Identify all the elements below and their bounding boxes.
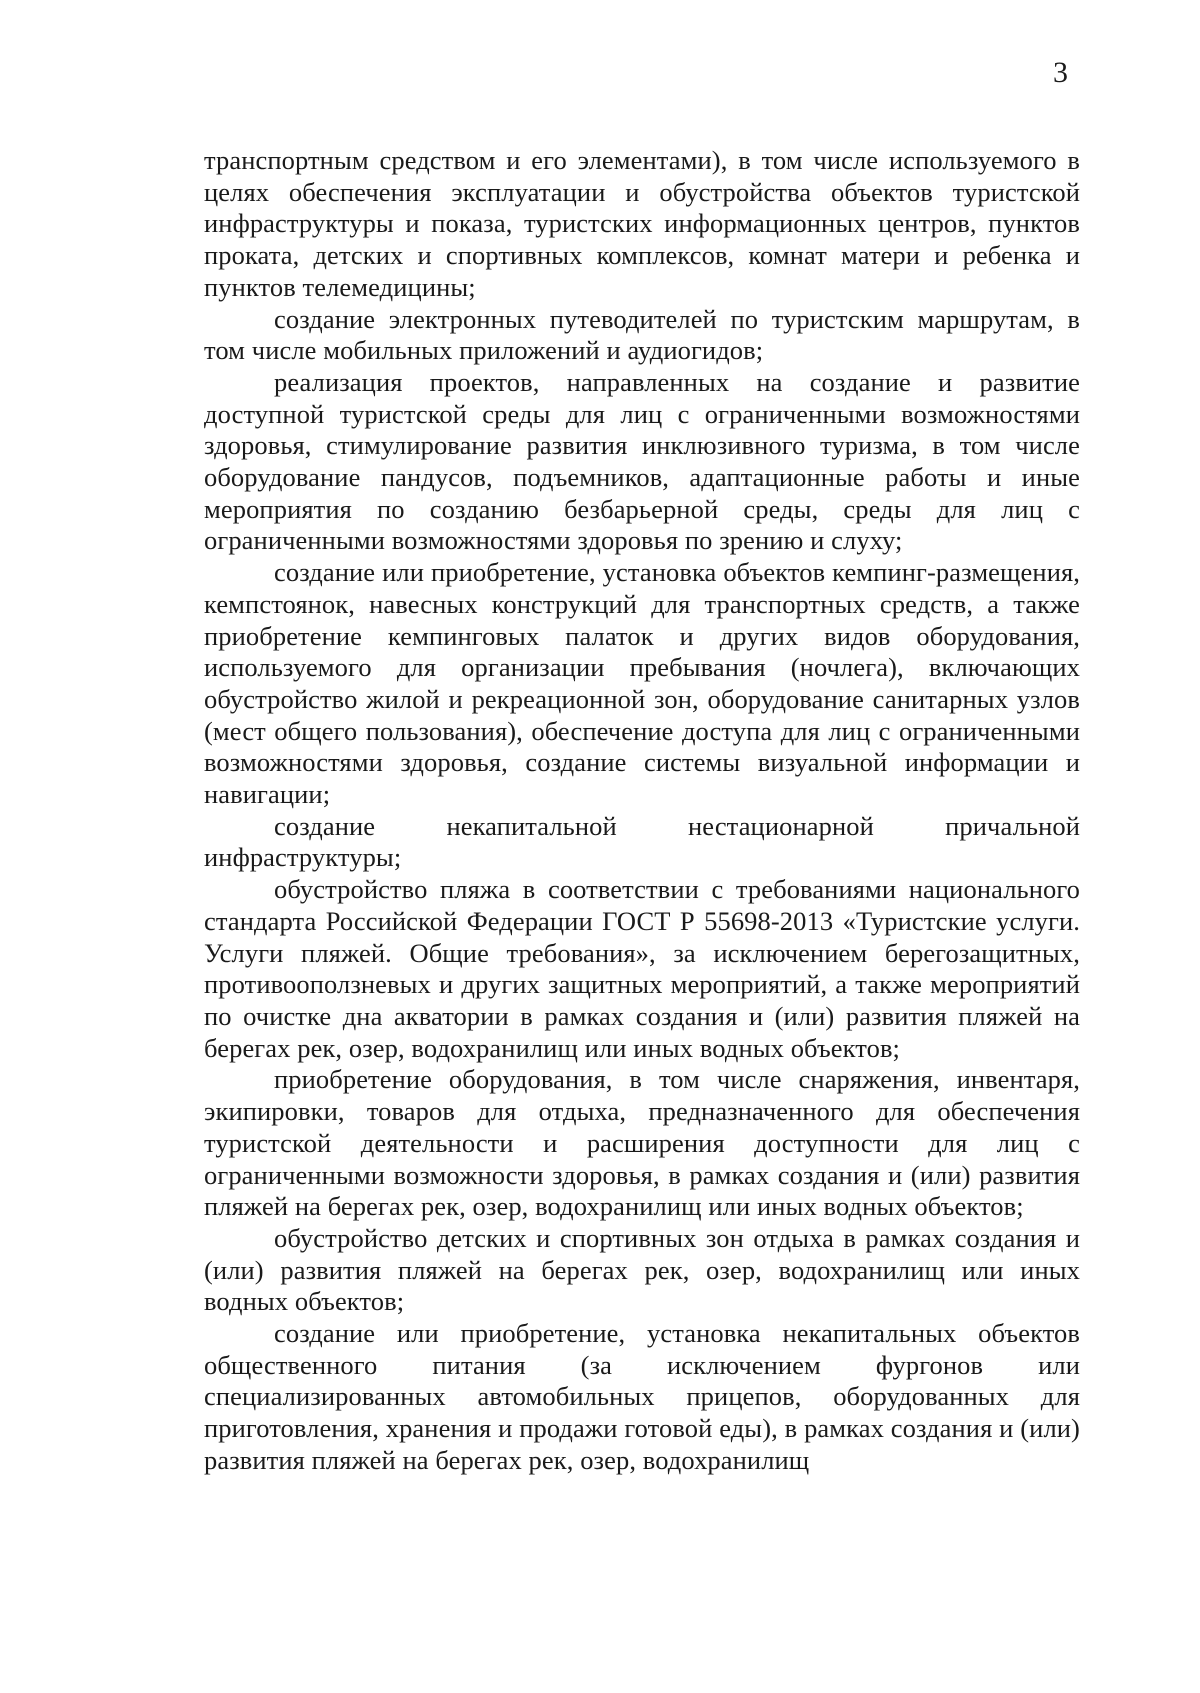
- page-number: 3: [1053, 56, 1068, 89]
- paragraph: приобретение оборудования, в том числе снаряжения, инвентаря, экипировки, товаров для отдыха, предназначенного для обеспечения туристской деятельности и расширения доступности для лиц с ограниченными возможности здоровья, в рамках создания и (или) развития пляжей на берегах рек, озер, водохранилищ или иных водных объектов;: [204, 1064, 1080, 1222]
- paragraph: создание электронных путеводителей по туристским маршрутам, в том числе мобильных приложений и аудиогидов;: [204, 303, 1080, 366]
- paragraph: обустройство пляжа в соответствии с требованиями национального стандарта Российской Федерации ГОСТ Р 55698-2013 «Туристские услуги. Услуги пляжей. Общие требования», за исключением берегозащитных, противооползневых и других защитных мероприятий, а также мероприятий по очистке дна акватории в рамках создания и (или) развития пляжей на берегах рек, озер, водохранилищ или иных водных объектов;: [204, 874, 1080, 1063]
- paragraph: реализация проектов, направленных на создание и развитие доступной туристской среды для лиц с ограниченными возможностями здоровья, стимулирование развития инклюзивного туризма, в том числе оборудование пандусов, подъемников, адаптационные работы и иные мероприятия по созданию безбарьерной среды, среды для лиц с ограниченными возможностями здоровья по зрению и слуху;: [204, 366, 1080, 556]
- document-body: [204, 145, 1080, 1477]
- paragraph: обустройство детских и спортивных зон отдыха в рамках создания и (или) развития пляжей на берегах рек, озер, водохранилищ или иных водных объектов;: [204, 1222, 1080, 1317]
- paragraph: транспортным средством и его элементами), в том числе используемого в целях обеспечения эксплуатации и обустройства объектов туристской инфраструктуры и показа, туристских информационных центров, пунктов проката, детских и спортивных комплексов, комнат матери и ребенка и пунктов телемедицины;: [204, 145, 1080, 302]
- paragraph: создание или приобретение, установка некапитальных объектов общественного питания (за исключением фургонов или специализированных автомобильных прицепов, оборудованных для приготовления, хранения и продажи готовой еды), в рамках создания и (или) развития пляжей на берегах рек, озер, водохранилищ: [204, 1318, 1080, 1475]
- paragraph: создание некапитальной нестационарной причальной инфраструктуры;: [204, 810, 1080, 873]
- paragraph: создание или приобретение, установка объектов кемпинг-размещения, кемпстоянок, навесных конструкций для транспортных средств, а также приобретение кемпинговых палаток и других видов оборудования, используемого для организации пребывания (ночлега), включающих обустройство жилой и рекреационной зон, оборудование санитарных узлов (мест общего пользования), обеспечение доступа для лиц с ограниченными возможностями здоровья, создание системы визуальной информации и навигации;: [204, 557, 1080, 810]
